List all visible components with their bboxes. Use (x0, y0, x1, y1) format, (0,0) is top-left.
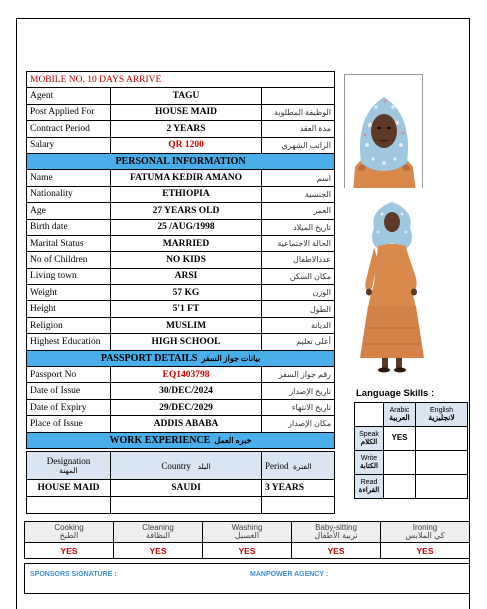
arabic-label: الديانة (262, 317, 335, 333)
row-expiry-date (27, 399, 335, 415)
language-header-row (355, 403, 468, 427)
empty-cell (111, 497, 262, 514)
skill-ar: كي الملابس (405, 531, 445, 540)
label: Agent (27, 88, 111, 104)
label: Highest Education (27, 334, 111, 350)
row-passport-no (27, 367, 335, 383)
label: Passport No (27, 367, 111, 383)
row-nationality (27, 186, 335, 202)
value: 29/DEC/2029 (111, 399, 262, 415)
write-ar: الكتابة (360, 462, 378, 470)
value: FATUMA KEDIR AMANO (111, 170, 262, 186)
skill-value: YES (25, 543, 114, 559)
value: ADDIS ABABA (111, 416, 262, 432)
salary-value: QR 1200 (111, 137, 262, 153)
empty-cell (355, 403, 384, 427)
empty-cell (27, 497, 111, 514)
english-header (416, 403, 468, 427)
value: NO KIDS (111, 252, 262, 268)
arabic-label: اسم (262, 170, 335, 186)
period-ar: الفترة (293, 461, 312, 471)
language-skills (354, 388, 467, 499)
language-table (354, 402, 468, 499)
passport-header-en: PASSPORT DETAILS (100, 352, 198, 364)
speak-en: Speak (359, 430, 379, 438)
speak-label (355, 427, 384, 451)
value: 57 KG (111, 285, 262, 301)
row-place-of-issue (27, 416, 335, 432)
write-row (355, 451, 468, 475)
skill-en: Baby-sitting (315, 522, 357, 532)
english-en: English (430, 406, 453, 414)
value: 5'1 FT (111, 301, 262, 317)
arabic-label: مكان السكن (262, 268, 335, 284)
language-title: Language Skills : (356, 388, 435, 399)
arabic-label: عددالاطفال (262, 252, 335, 268)
label: No of Children (27, 252, 111, 268)
country-ar: البلد (197, 461, 211, 471)
personal-header-row (27, 153, 335, 169)
skill-value: YES (381, 543, 470, 559)
arabic-label: أعلى تعليم (262, 334, 335, 350)
arabic-label: الوظيفة المطلوبة (262, 104, 335, 120)
empty-cell (416, 451, 468, 475)
arabic-label: تاريخ الميلاد (262, 219, 335, 235)
row-education (27, 334, 335, 350)
value: MUSLIM (111, 317, 262, 333)
arabic-label: العمر (262, 203, 335, 219)
label: Nationality (27, 186, 111, 202)
period-header (262, 452, 335, 480)
label: Post Applied For (27, 104, 111, 120)
mobile-label: MOBILE NO. 10 DAYS ARRIVE (27, 72, 335, 88)
label: Religion (27, 317, 111, 333)
skills-value-row (25, 543, 470, 559)
arabic-label (262, 88, 335, 104)
row-agent (27, 88, 335, 104)
label: Date of Issue (27, 383, 111, 399)
empty-cell (416, 475, 468, 499)
row-contract (27, 121, 335, 137)
skill-value: YES (203, 543, 292, 559)
arabic-label: مكان الإصدار (262, 416, 335, 432)
arabic-label: تاريخ الانتهاء (262, 399, 335, 415)
row-children (27, 252, 335, 268)
value: TAGU (111, 88, 262, 104)
value: 25 /AUG/1998 (111, 219, 262, 235)
label: Contract Period (27, 121, 111, 137)
value: HIGH SCHOOL (111, 334, 262, 350)
designation-header (27, 452, 111, 480)
label: Weight (27, 285, 111, 301)
row-weight (27, 285, 335, 301)
work-experience-table (26, 451, 335, 514)
work-row-empty (27, 497, 335, 514)
row-birthdate (27, 219, 335, 235)
value: 30/DEC/2024 (111, 383, 262, 399)
label: Age (27, 203, 111, 219)
arabic-label: الطول (262, 301, 335, 317)
value: HOUSE MAID (111, 104, 262, 120)
label: Date of Expiry (27, 399, 111, 415)
label: Living town (27, 268, 111, 284)
row-salary (27, 137, 335, 153)
arabic-label: الجنسية (262, 186, 335, 202)
skill-en: Washing (231, 522, 263, 532)
row-marital (27, 235, 335, 251)
work-header-row (27, 432, 335, 448)
value: ARSI (111, 268, 262, 284)
passport-header (27, 350, 335, 366)
skill-value: YES (114, 543, 203, 559)
personal-header: PERSONAL INFORMATION (27, 153, 335, 169)
portrait-photo (344, 74, 423, 192)
agency-label: MANPOWER AGENCY : (250, 571, 329, 578)
country-header (111, 452, 262, 480)
mobile-row (27, 72, 335, 88)
work-header-ar: خبره العمل (214, 435, 252, 445)
read-row (355, 475, 468, 499)
row-issue-date (27, 383, 335, 399)
skill-cleaning (114, 522, 203, 543)
arabic-label: تاريخ الإصدار (262, 383, 335, 399)
work-row (27, 480, 335, 497)
skill-en: Cooking (54, 522, 84, 532)
value: 2 YEARS (111, 121, 262, 137)
work-country: SAUDI (111, 480, 262, 497)
arabic-label: الراتب الشهري (262, 137, 335, 153)
skill-baby-sitting (292, 522, 381, 543)
speak-ar: الكلام (360, 438, 378, 446)
skill-cooking (25, 522, 114, 543)
row-height (27, 301, 335, 317)
label: Marital Status (27, 235, 111, 251)
skill-ar: الغسيل (234, 531, 260, 540)
work-designation: HOUSE MAID (27, 480, 111, 497)
arabic-ar: العربية (389, 413, 410, 423)
skill-ar: النظافة (145, 531, 171, 540)
row-age (27, 203, 335, 219)
empty-cell (384, 475, 416, 499)
arabic-label: الوزن (262, 285, 335, 301)
value: MARRIED (111, 235, 262, 251)
read-label (355, 475, 384, 499)
value: ETHIOPIA (111, 186, 262, 202)
passport-number: EQ1403798 (111, 367, 262, 383)
work-header-en: WORK EXPERIENCE (109, 434, 211, 446)
label: Place of Issue (27, 416, 111, 432)
label: Birth date (27, 219, 111, 235)
english-ar: لانجليزية (428, 413, 455, 423)
arabic-label: الحالة الاجتماعية (262, 235, 335, 251)
full-body-photo (344, 188, 440, 378)
empty-cell (384, 451, 416, 475)
skill-ar: تربية الأطفال (314, 531, 358, 540)
arabic-en: Arabic (389, 406, 410, 414)
read-ar: القراءة (358, 486, 380, 494)
skill-en: Cleaning (142, 522, 174, 532)
row-post (27, 104, 335, 120)
row-religion (27, 317, 335, 333)
row-name (27, 170, 335, 186)
label: Height (27, 301, 111, 317)
speak-row (355, 427, 468, 451)
work-header (27, 432, 335, 448)
arabic-header (384, 403, 416, 427)
label: Name (27, 170, 111, 186)
signature-box (24, 563, 470, 594)
work-period: 3 YEARS (262, 480, 335, 497)
row-living-town (27, 268, 335, 284)
designation-ar: المهنة (59, 466, 78, 475)
skill-ironing (381, 522, 470, 543)
skills-header-row (25, 522, 470, 543)
empty-cell (262, 497, 335, 514)
country-en: Country (161, 460, 191, 471)
skill-washing (203, 522, 292, 543)
skill-ar: الطبخ (59, 531, 79, 540)
write-label (355, 451, 384, 475)
passport-header-ar: بيانات جواز السفر (201, 353, 261, 363)
value: 27 YEARS OLD (111, 203, 262, 219)
skill-en: Ironing (412, 522, 438, 532)
period-en: Period (265, 460, 289, 471)
arabic-label: رقم جواز السفر (262, 367, 335, 383)
label: Salary (27, 137, 111, 153)
skills-table (24, 521, 470, 559)
speak-arabic-value: YES (384, 427, 416, 451)
sponsor-signature-label: SPONSORS SIGNATURE : (30, 571, 117, 578)
empty-cell (416, 427, 468, 451)
designation-en: Designation (46, 456, 91, 466)
read-en: Read (360, 478, 378, 486)
arabic-label: مدة العقد (262, 121, 335, 137)
work-columns-row (27, 452, 335, 480)
skill-value: YES (292, 543, 381, 559)
passport-header-row (27, 350, 335, 366)
biodata-table (26, 71, 335, 449)
write-en: Write (360, 454, 378, 462)
